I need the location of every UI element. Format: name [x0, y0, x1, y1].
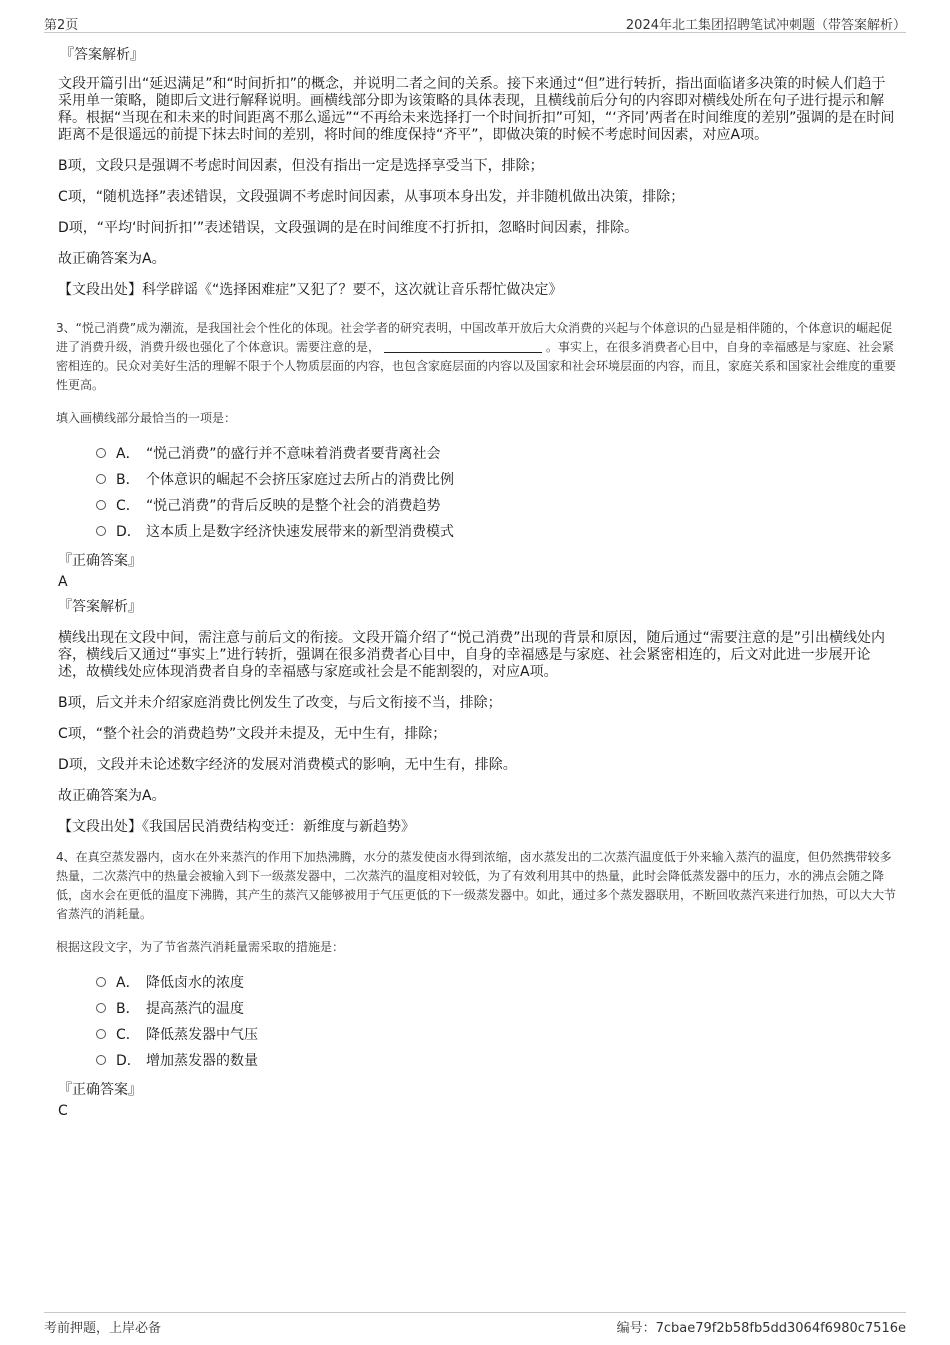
radio-icon[interactable] — [96, 1003, 106, 1013]
radio-icon[interactable] — [96, 474, 106, 484]
radio-icon[interactable] — [96, 1029, 106, 1039]
document-body — [56, 44, 896, 1123]
option-c[interactable]: C． 降低蒸发器中气压 — [96, 1021, 896, 1047]
radio-icon[interactable] — [96, 500, 106, 510]
page-footer — [44, 1312, 906, 1335]
radio-icon[interactable] — [96, 448, 106, 458]
radio-icon[interactable] — [96, 526, 106, 536]
analysis-paragraph: 文段开篇引出“延迟满足”和“时间折扣”的概念，并说明二者之间的关系。接下来通过“但”进行转折，指出面临诸多决策的时候人们趋于采用单一策略，随即后文进行解释说明。画横线部分即为该策略的具体表现，且横线前后分句的内容即对横线处所在句子进行提示和解释。根据“当现在和未来的时间距离不那么遥远”“不再给未来选择打一个时间折扣”可知，“‘齐同’两者在时间维度的差别”强调的是在时间距离不是很遥远的前提下抹去时间的差别，将时间的维度保持“齐平”，即做决策的时候不考虑时间因素，对应A项。 — [58, 76, 895, 143]
option-c[interactable]: C． “悦己消费”的背后反映的是整个社会的消费趋势 — [96, 492, 896, 518]
analysis-paragraph: 故正确答案为A。 — [58, 788, 166, 804]
analysis-paragraph: D项，“平均‘时间折扣’”表述错误，文段强调的是在时间维度不打折扣，忽略时间因素，排除。 — [58, 220, 639, 236]
option-list — [96, 440, 896, 544]
answer-value: C — [58, 1103, 68, 1119]
option-a[interactable]: A． 降低卤水的浓度 — [96, 969, 896, 995]
question-stem: 3、“悦己消费”成为潮流，是我国社会个性化的体现。社会学者的研究表明，中国改革开放后大众消费的兴起与个体意识的凸显是相伴随的，个体意识的崛起促进了消费升级，消费升级也强化了个体意识。需要注意的是， 。事实上，在很多消费者心目中，自身的幸福感是与家庭、社会紧密相连的。民众对美好生活的理解不限于个人物质层面的内容，也包含家庭层面的内容以及国家和社会环境层面的内容，而且，家庭关系和国家社会维度的重要性更高。 — [56, 321, 897, 392]
analysis-paragraph: C项，“随机选择”表述错误，文段强调不考虑时间因素，从事项本身出发，并非随机做出决策，排除； — [58, 189, 685, 205]
page-header — [44, 12, 906, 33]
answer-label: 『正确答案』 — [58, 1082, 142, 1098]
document-code: 编号：7cbae79f2b58fb5dd3064f6980c7516e — [616, 1321, 906, 1336]
analysis-label: 『答案解析』 — [58, 599, 142, 615]
analysis-paragraph: D项，文段并未论述数字经济的发展对消费模式的影响，无中生有，排除。 — [58, 757, 517, 773]
fill-blank — [384, 340, 542, 353]
question-prompt: 填入画横线部分最恰当的一项是： — [56, 411, 237, 425]
option-a[interactable]: A． “悦己消费”的盛行并不意味着消费者要背离社会 — [96, 440, 896, 466]
document-title: 2024年北工集团招聘笔试冲刺题（带答案解析） — [625, 18, 906, 33]
option-b[interactable]: B． 提高蒸汽的温度 — [96, 995, 896, 1021]
answer-value: A — [58, 574, 68, 590]
analysis-paragraph: 故正确答案为A。 — [58, 251, 166, 267]
option-list — [96, 969, 896, 1073]
analysis-paragraph: C项，“整个社会的消费趋势”文段并未提及，无中生有，排除； — [58, 726, 447, 742]
analysis-label: 『答案解析』 — [60, 47, 144, 63]
footer-slogan: 考前押题，上岸必备 — [44, 1321, 162, 1336]
source-citation: 【文段出处】《我国居民消费结构变迁：新维度与新趋势》 — [58, 819, 415, 835]
option-d[interactable]: D． 增加蒸发器的数量 — [96, 1047, 896, 1073]
question-prompt: 根据这段文字，为了节省蒸汽消耗量需采取的措施是： — [56, 940, 345, 954]
answer-label: 『正确答案』 — [58, 553, 142, 569]
analysis-paragraph: B项，后文并未介绍家庭消费比例发生了改变，与后文衔接不当，排除； — [58, 695, 502, 711]
radio-icon[interactable] — [96, 977, 106, 987]
option-b[interactable]: B． 个体意识的崛起不会挤压家庭过去所占的消费比例 — [96, 466, 896, 492]
analysis-paragraph: B项，文段只是强调不考虑时间因素，但没有指出一定是选择享受当下，排除； — [58, 158, 544, 174]
analysis-paragraph: 横线出现在文段中间，需注意与前后文的衔接。文段开篇介绍了“悦己消费”出现的背景和原因，随后通过“需要注意的是”引出横线处内容，横线后又通过“事实上”进行转折，强调在很多消费者心目中，自身的幸福感是与家庭、社会紧密相连的，后文对此进一步展开论述，故横线处应体现消费者自身的幸福感与家庭或社会是不能割裂的，对应A项。 — [58, 630, 886, 680]
source-citation: 【文段出处】科学辟谣《“选择困难症”又犯了？要不，这次就让音乐帮忙做决定》 — [58, 282, 563, 298]
radio-icon[interactable] — [96, 1055, 106, 1065]
option-d[interactable]: D． 这本质上是数字经济快速发展带来的新型消费模式 — [96, 518, 896, 544]
question-stem: 4、在真空蒸发器内，卤水在外来蒸汽的作用下加热沸腾，水分的蒸发使卤水得到浓缩，卤水蒸发出的二次蒸汽温度低于外来输入蒸汽的温度，但仍然携带较多热量，二次蒸汽中的热量会被输入到下一级蒸发器中，二次蒸汽的温度相对较低，为了有效利用其中的热量，此时会降低蒸发器中的压力，水的沸点会随之降低，卤水会在更低的温度下沸腾，其产生的蒸汽又能够被用于气压更低的下一级蒸发器中。如此，通过多个蒸发器联用，不断回收蒸汽来进行加热，可以大大节省蒸汽的消耗量。 — [56, 850, 897, 921]
page-number: 第2页 — [44, 18, 79, 33]
